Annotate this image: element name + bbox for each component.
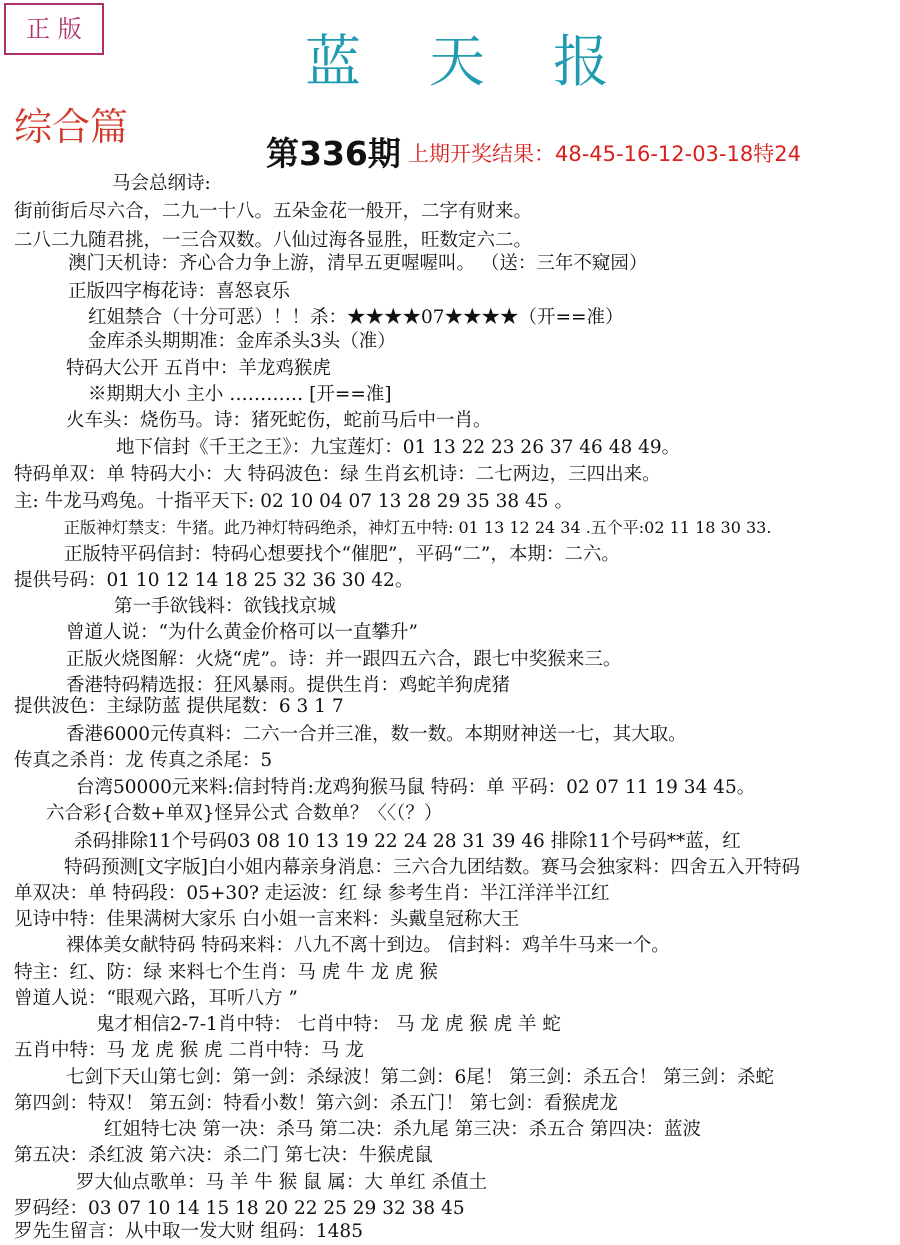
- text-line: 罗大仙点歌单：马 羊 牛 猴 鼠 属：大 单红 杀值土: [76, 1172, 488, 1193]
- text-line: 裸体美女献特码 特码来料：八九不离十到边。 信封料：鸡羊牛马来一个。: [66, 935, 670, 956]
- text-line: 红姐特七决 第一决：杀马 第二决：杀九尾 第三决：杀五合 第四决：蓝波: [104, 1119, 702, 1140]
- text-line: 提供波色：主绿防蓝 提供尾数：6 3 1 7: [14, 696, 344, 717]
- text-line: 正版四字梅花诗：喜怒哀乐: [68, 281, 291, 302]
- text-line: 七剑下天山第七剑：第一剑：杀绿波！第二剑：6尾！ 第三剑：杀五合！ 第三剑：杀蛇: [66, 1067, 775, 1088]
- text-line: 罗码经：03 07 10 14 15 18 20 22 25 29 32 38 45: [14, 1198, 465, 1219]
- text-line: 特码单双：单 特码大小：大 特码波色：绿 生肖玄机诗：二七两边，三四出来。: [14, 464, 661, 485]
- last-draw-result: 上期开奖结果：48-45-16-12-03-18特24: [408, 142, 801, 166]
- text-line: ※期期大小 主小 ………… [开==准]: [88, 384, 392, 405]
- text-line: 杀码排除11个号码03 08 10 13 19 22 24 28 31 39 46 排除11个号码**蓝，红: [74, 831, 741, 852]
- text-line: 街前街后尽六合，二九一十八。五朵金花一般开，二字有财来。: [14, 201, 533, 222]
- text-line: 香港6000元传真料：二六一合并三准，数一数。本期财神送一七，其大取。: [66, 724, 687, 745]
- text-line: 火车头：烧伤马。诗：猪死蛇伤，蛇前马后中一肖。: [66, 410, 492, 431]
- text-line: 正版神灯禁支：牛猪。此乃神灯特码绝杀，神灯五中特: 01 13 12 24 34 .五个平:02 11 18 30 33.: [64, 518, 772, 537]
- text-line: 正版火烧图解：火烧“虎”。诗：并一跟四五六合，跟七中奖猴来三。: [66, 649, 622, 670]
- text-line: 传真之杀肖：龙 传真之杀尾：5: [14, 750, 273, 771]
- text-line: 地下信封《千王之王》：九宝莲灯：01 13 22 23 26 37 46 48 49。: [116, 437, 681, 458]
- text-line: 鬼才相信2-7-1肖中特： 七肖中特： 马 龙 虎 猴 虎 羊 蛇: [96, 1014, 561, 1035]
- text-line: 单双决：单 特码段：05+30? 走运波：红 绿 参考生肖：半江洋洋半江红: [14, 883, 610, 904]
- text-line: 罗先生留言：从中取一发大财 组码：1485: [14, 1221, 363, 1242]
- edition-badge: 正 版: [4, 3, 104, 55]
- text-line: 第四剑：特双！ 第五剑：特看小数！第六剑：杀五门！ 第七剑：看猴虎龙: [14, 1093, 618, 1114]
- text-line: 特码大公开 五肖中：羊龙鸡猴虎: [66, 358, 331, 379]
- text-line: 曾道人说：“眼观六路，耳听八方 ”: [14, 988, 298, 1009]
- text-line: 特码预测[文字版]白小姐内幕亲身消息：三六合九团结数。赛马会独家料：四舍五入开特码: [64, 857, 800, 878]
- text-line: 见诗中特：佳果满树大家乐 白小姐一言来料：头戴皇冠称大王: [14, 909, 520, 930]
- text-line: 特主：红、防：绿 来料七个生肖：马 虎 牛 龙 虎 猴: [14, 962, 438, 983]
- section-title: 综合篇: [14, 105, 129, 149]
- text-line: 曾道人说：“为什么黄金价格可以一直攀升”: [66, 622, 418, 643]
- masthead-title: 蓝天报: [305, 30, 677, 95]
- text-line: 第五决：杀红波 第六决：杀二门 第七决：牛猴虎鼠: [14, 1145, 433, 1166]
- text-line: 红姐禁合（十分可恶）！！杀：★★★★07★★★★（开==准）: [88, 307, 624, 328]
- issue-number: 第336期: [266, 134, 401, 173]
- text-line: 二八二九随君挑，一三合双数。八仙过海各显胜，旺数定六二。: [14, 230, 533, 251]
- text-line: 香港特码精选报：狂风暴雨。提供生肖：鸡蛇羊狗虎猪: [66, 675, 511, 696]
- text-line: 马会总纲诗:: [112, 173, 211, 194]
- text-line: 金库杀头期期准：金库杀头3头（准）: [88, 331, 396, 352]
- text-line: 提供号码：01 10 12 14 18 25 32 36 30 42。: [14, 570, 414, 591]
- text-line: 第一手欲钱料：欲钱找京城: [114, 596, 337, 617]
- text-line: 主: 牛龙马鸡兔。十指平天下: 02 10 04 07 13 28 29 35 38 45 。: [14, 491, 573, 512]
- text-line: 澳门天机诗：齐心合力争上游，清早五更喔喔叫。 （送：三年不窥园）: [68, 253, 648, 274]
- text-line: 台湾50000元来料:信封特肖:龙鸡狗猴马鼠 特码：单 平码：02 07 11 19 34 45。: [76, 777, 756, 798]
- text-line: 六合彩{合数+单双}怪异公式 合数单？〈〈（？）: [46, 803, 443, 824]
- text-line: 正版特平码信封：特码心想要找个“催肥”，平码“二”，本期：二六。: [64, 544, 620, 565]
- text-line: 五肖中特：马 龙 虎 猴 虎 二肖中特：马 龙: [14, 1040, 364, 1061]
